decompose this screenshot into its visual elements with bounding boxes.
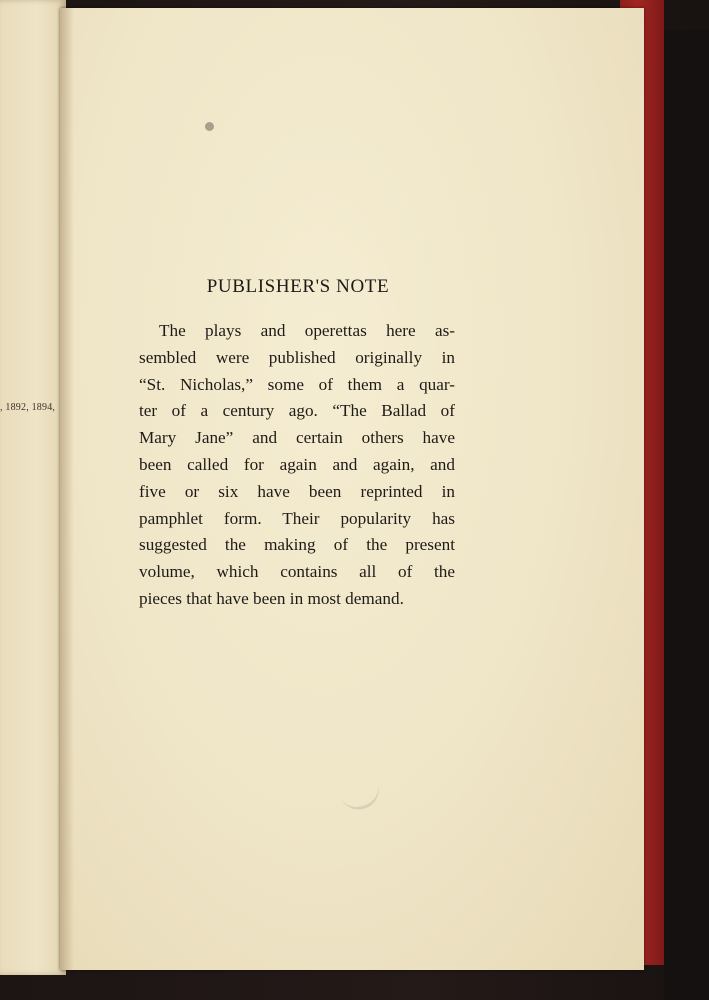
note-line: Mary Jane” and certain others have [139, 428, 455, 448]
right-page [60, 8, 644, 970]
left-page [0, 0, 66, 975]
left-page-text-fragment: , 1892, 1894, [0, 402, 56, 413]
note-line: sembled were published originally in [139, 347, 455, 367]
gutter-shadow [60, 8, 74, 970]
note-line: The plays and operettas here as- [159, 321, 455, 340]
publishers-note-title: PUBLISHER'S NOTE [206, 276, 390, 297]
note-line: ter of a century ago. “The Ballad of [139, 401, 455, 421]
note-line: volume, which contains all of the [139, 562, 455, 582]
note-line: pieces that have been in most demand. [139, 588, 404, 608]
page-speck [205, 122, 214, 131]
note-line: been called for again and again, and [139, 454, 455, 474]
faint-page-mark [340, 782, 385, 815]
note-line: suggested the making of the present [139, 535, 455, 555]
cover-edge-shadow [664, 30, 709, 1000]
note-line: “St. Nicholas,” some of them a quar- [139, 374, 455, 394]
note-line: five or six have been reprinted in [139, 481, 455, 501]
note-line: pamphlet form. Their popularity has [139, 508, 455, 528]
publishers-note-body [139, 318, 455, 613]
